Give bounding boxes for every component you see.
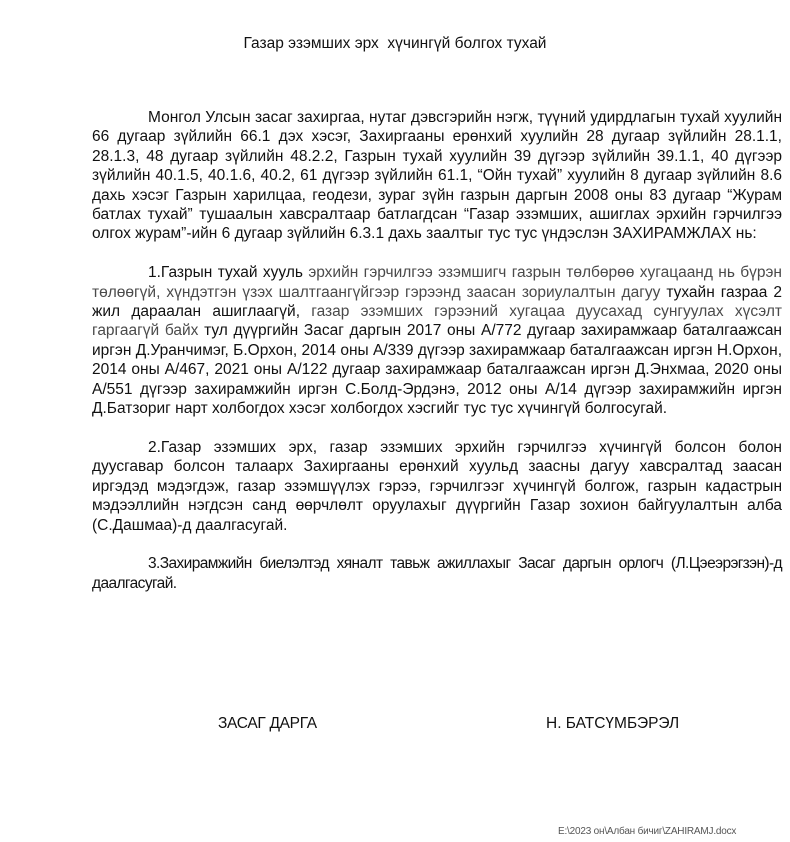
item-1-part-a: 1.Газрын тухай хууль — [148, 264, 309, 282]
item-1-part-d: газар эзэмших гэрээний хугацаа дуусахад сунгуулах хүсэлт гаргаагүй байх — [92, 303, 783, 340]
document-title: Газар эзэмших эрх хүчингүй болгох тухай — [243, 35, 547, 52]
item-1-paragraph — [92, 263, 782, 418]
item-1-part-b: эрхийн гэрчилгээ эзэмшигч газрын төлбөрөө хугацаанд нь бүрэн төлөөгүй, хүндэтгэн үзэх шалтгаангүйгээр гэрээнд заасан зориулалтын дагуу — [92, 264, 782, 301]
footer-file-path: E:\2023 он\Албан бичиг\ZAHIRAMJ.docx — [558, 826, 737, 837]
preamble-paragraph: Монгол Улсын засаг захиргаа, нутаг дэвсгэрийн нэгж, түүний удирдлагын тухай хуулийн 66 дугаар зүйлийн 66.1 дэх хэсэг, Захиргааны ерөнхий хуулийн 28 дугаар зүйлийн 28.1.1, 28.1.3, 48 дугаар зүйлийн 48.2.2, Газрын тухай хуулийн 39 дүгээр зүйлийн 39.1.1, 40 дүгээр зүйлийн 40.1.5, 40.1.6, 40.2, 61 дүгээр зүйлийн 61.1, “Ойн тухай” хуулийн 8 дугаар зүйлийн 8.6 дахь хэсэг Газрын харилцаа, геодези, зураг зүйн газрын даргын 2008 оны 83 дугаар “Журам батлах тухай” тушаалын хавсралтаар батлагдсан “Газар эзэмших, ашиглах эрхийн гэрчилгээ олгох журам”-ийн 6 дугаар зүйлийн 6.3.1 дахь заалтыг тус тус үндэслэн ЗАХИРАМЖЛАХ нь: — [92, 109, 782, 243]
signature-name: Н. БАТСҮМБЭРЭЛ — [546, 715, 680, 732]
item-1-part-c: тухайн газраа 2 жил дараалан ашиглаагүй, — [92, 283, 782, 321]
document-body — [92, 108, 782, 613]
item-1-part-e: тул дүүргийн Засаг даргын 2017 оны А/772 дугаар захирамжаар баталгаажсан иргэн Д.Уранчимэг, Б.Орхон, 2014 оны А/339 дүгээр захирамжаар баталгаажсан иргэн Н.Орхон, 2014 оны А/467, 2021 оны А/122 дугаар захирамжаар баталгаажсан иргэн Д.Энхмаа, 2020 оны А/551 дүгээр захирамжийн иргэн С.Болд-Эрдэнэ, 2012 оны А/14 дүгээр захирамжийн иргэн Д.Батзориг нарт холбогдох хэсэг холбогдох хэсгийг тус тус хүчингүй болгосугай. — [92, 322, 782, 418]
item-2-paragraph: 2.Газар эзэмших эрх, газар эзэмших эрхийн гэрчилгээ хүчингүй болсон болон дуусгавар болсон талаарх Захиргааны ерөнхий хуульд заасны дагуу хавсралтад заасан иргэдэд мэдэгдэж, газар эзэмшүүлэх гэрээ, гэрчилгээг хүчингүй болгож, газрын кадастрын мэдээллийн нэгдсэн санд өөрчлөлт оруулахыг дүүргийн Газар зохион байгуулалтын алба (С.Дашмаа)-д даалгасугай. — [92, 438, 782, 534]
signature-position: ЗАСАГ ДАРГА — [218, 715, 317, 732]
item-3-paragraph: 3.Захирамжийн биелэлтэд хяналт тавьж ажиллахыг Засаг даргын орлогч (Л.Цэеэрэгзэн)-д даалгасугай. — [92, 555, 782, 592]
